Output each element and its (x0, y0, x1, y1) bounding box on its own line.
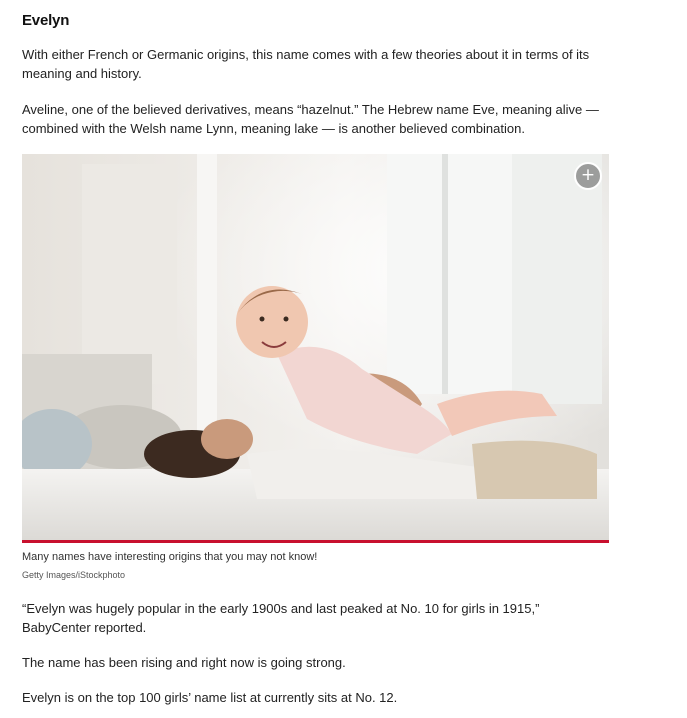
paragraph-derivatives: Aveline, one of the believed derivatives, means “hazelnut.” The Hebrew name Eve, meaning alive — combined with the Welsh name Lynn, meaning lake — is another believed combination. (22, 102, 599, 136)
photo-illustration (22, 154, 609, 540)
figure-caption: Many names have interesting origins that you may not know! (22, 551, 318, 563)
figure-accent-rule (22, 540, 609, 543)
paragraph-babycenter-quote: “Evelyn was hugely popular in the early 1900s and last peaked at No. 10 for girls in 1915,” BabyCenter reported. (22, 601, 540, 635)
figure-credit: Getty Images/iStockphoto (22, 570, 126, 580)
paragraph-rising: The name has been rising and right now is going strong. (22, 655, 346, 670)
section-heading: Evelyn (22, 12, 70, 29)
plus-circle-icon[interactable]: + (574, 162, 602, 190)
article-body (22, 0, 612, 705)
article-photo[interactable] (22, 154, 609, 540)
article-figure (22, 154, 609, 544)
paragraph-origins: With either French or Germanic origins, this name comes with a few theories about it in terms of its meaning and history. (22, 47, 590, 81)
paragraph-ranking: Evelyn is on the top 100 girls’ name list at currently sits at No. 12. (22, 690, 398, 705)
